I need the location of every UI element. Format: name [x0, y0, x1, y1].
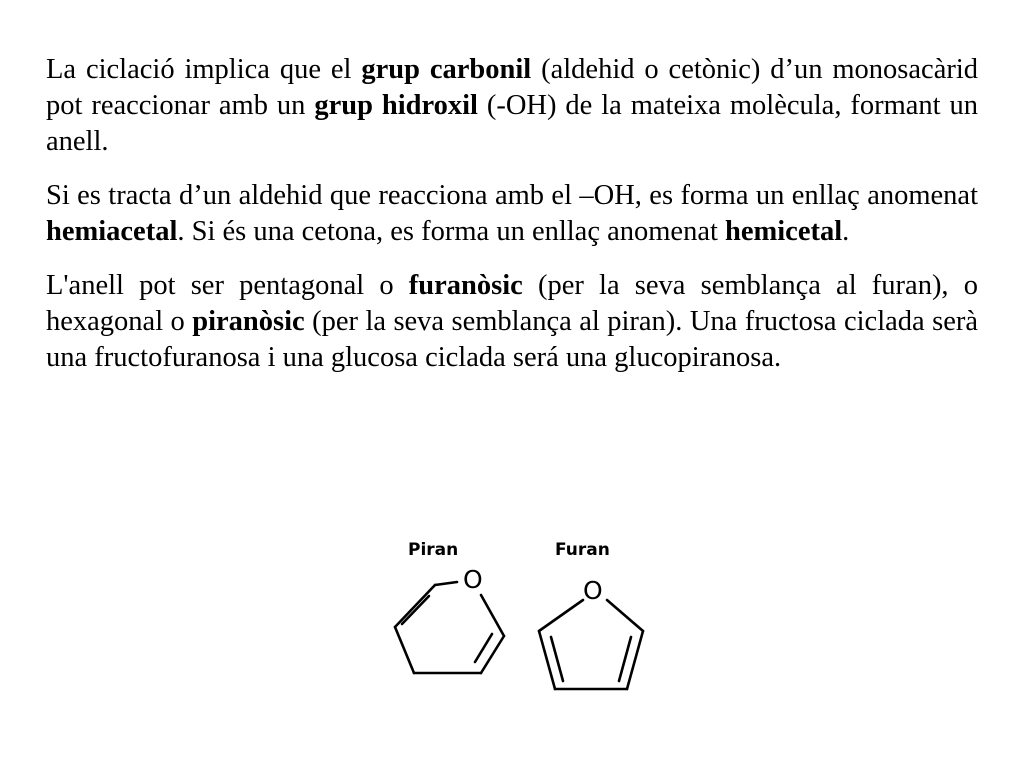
furan-oxygen-label: O	[583, 576, 603, 605]
piran-ring-bonds	[395, 582, 504, 673]
furan-structure	[539, 540, 643, 689]
paragraph-hemiacetal	[46, 178, 978, 250]
piran-structure	[395, 540, 504, 673]
ring-structures-figure	[365, 530, 655, 710]
paragraph-ring-types	[46, 268, 978, 376]
furan-ring-bonds	[539, 600, 643, 689]
paragraph-cyclization	[46, 52, 978, 160]
ring-structures-drawing	[365, 530, 655, 710]
piran-label: Piran	[408, 540, 459, 560]
paragraph-text: Si es tracta d’un aldehid que reacciona amb el –OH, es forma un enllaç anomenat	[46, 180, 978, 211]
paragraph-text: (per la seva semblança al furan), o hexagonal o	[46, 270, 978, 337]
paragraph-text: .	[842, 216, 850, 247]
slide-body-text	[46, 52, 978, 394]
furan-label: Furan	[555, 540, 610, 560]
paragraph-text: La ciclació implica que el	[46, 54, 362, 85]
paragraph-text: L'anell pot ser pentagonal o	[46, 270, 409, 301]
piran-oxygen-label: O	[463, 565, 483, 594]
paragraph-text: . Si és una cetona, es forma un enllaç anomenat	[177, 216, 726, 247]
paragraph-text: (aldehid o cetònic) d’un monosacàrid pot reaccionar amb un	[46, 54, 978, 121]
paragraph-text: (-OH) de la mateixa molècula, formant un anell.	[46, 90, 979, 157]
term-furanosic: furanòsic	[408, 270, 523, 301]
term-grup-hidroxil: grup hidroxil	[314, 90, 478, 121]
paragraph-text: (per la seva semblança al piran). Una fructosa ciclada serà una fructofuranosa i una glucosa ciclada será una glucopiranosa.	[46, 306, 978, 373]
term-piranosic: piranòsic	[192, 306, 305, 337]
term-grup-carbonil: grup carbonil	[361, 54, 532, 85]
term-hemiacetal: hemiacetal	[46, 216, 178, 247]
term-hemicetal: hemicetal	[725, 216, 843, 247]
